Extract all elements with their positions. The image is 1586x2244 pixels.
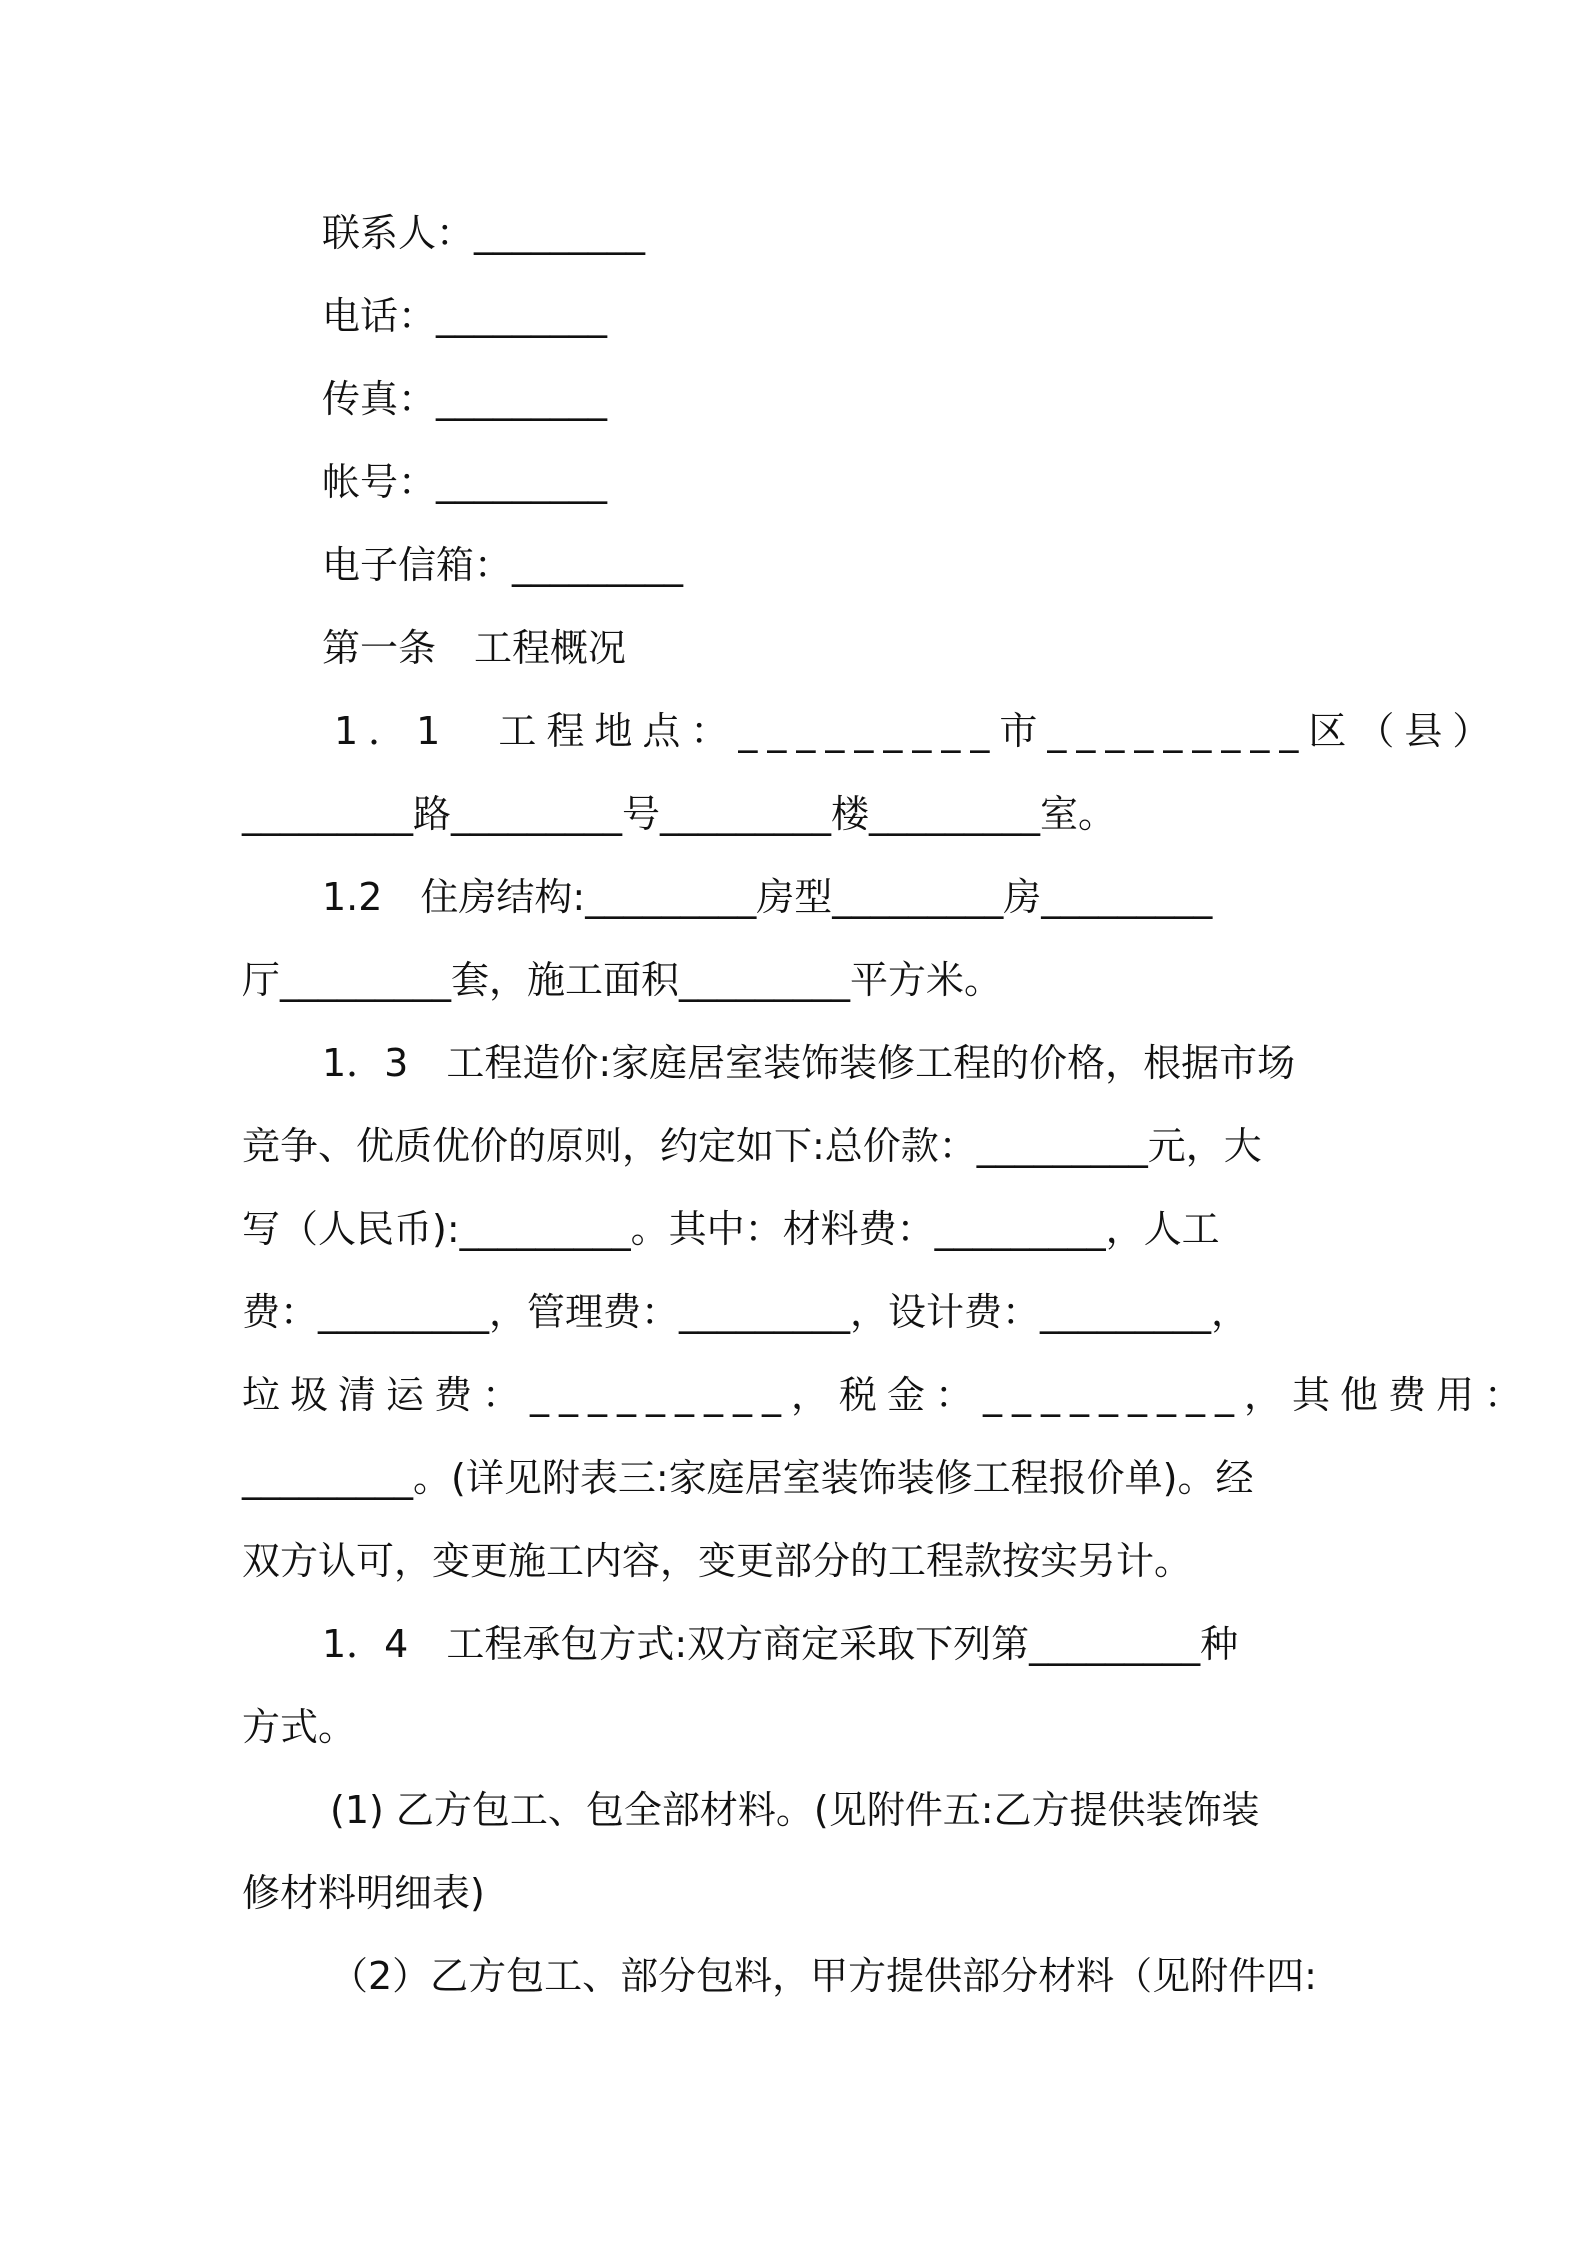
section-1-1-line-1: 1．1 工程地点：_________市_________区（县） <box>334 709 1501 753</box>
section-1-3-line-5: 垃圾清运费：_________，税金：_________，其他费用： <box>242 1373 1533 1417</box>
section-1-3-line-6: _________。(详见附表三:家庭居室装饰装修工程报价单)。经 <box>242 1456 1254 1500</box>
account-line: 帐号：_________ <box>322 460 608 504</box>
option-2-line-1: （2）乙方包工、部分包料，甲方提供部分材料（见附件四: <box>330 1954 1317 1998</box>
contact-person-line: 联系人：_________ <box>322 211 646 255</box>
section-1-3-line-3: 写（人民币):_________。其中：材料费：_________，人工 <box>242 1207 1220 1251</box>
section-1-3-line-1: 1．3 工程造价:家庭居室装饰装修工程的价格，根据市场 <box>322 1041 1296 1085</box>
section-1-2-line-1: 1.2 住房结构:_________房型_________房_________ <box>322 875 1213 919</box>
section-1-3-line-4: 费：_________，管理费：_________，设计费：_________， <box>242 1290 1250 1334</box>
section-1-2-line-2: 厅_________套，施工面积_________平方米。 <box>242 958 1003 1002</box>
document-body <box>242 192 1533 2018</box>
section-1-3-line-2: 竞争、优质优价的原则，约定如下:总价款：_________元，大 <box>242 1124 1262 1168</box>
phone-line: 电话：_________ <box>322 294 608 338</box>
option-1-line-2: 修材料明细表) <box>242 1871 485 1915</box>
fax-line: 传真：_________ <box>322 377 608 421</box>
section-1-4-line-2: 方式。 <box>242 1705 357 1749</box>
option-1-line-1: (1) 乙方包工、包全部材料。(见附件五:乙方提供装饰装 <box>330 1788 1260 1832</box>
email-line: 电子信箱：_________ <box>322 543 684 587</box>
article-1-title: 第一条 工程概况 <box>322 626 627 670</box>
section-1-1-line-2: _________路_________号_________楼_________室。 <box>242 792 1117 836</box>
section-1-4-line-1: 1．4 工程承包方式:双方商定采取下列第_________种 <box>322 1622 1239 1666</box>
section-1-3-line-7: 双方认可，变更施工内容，变更部分的工程款按实另计。 <box>242 1539 1193 1583</box>
